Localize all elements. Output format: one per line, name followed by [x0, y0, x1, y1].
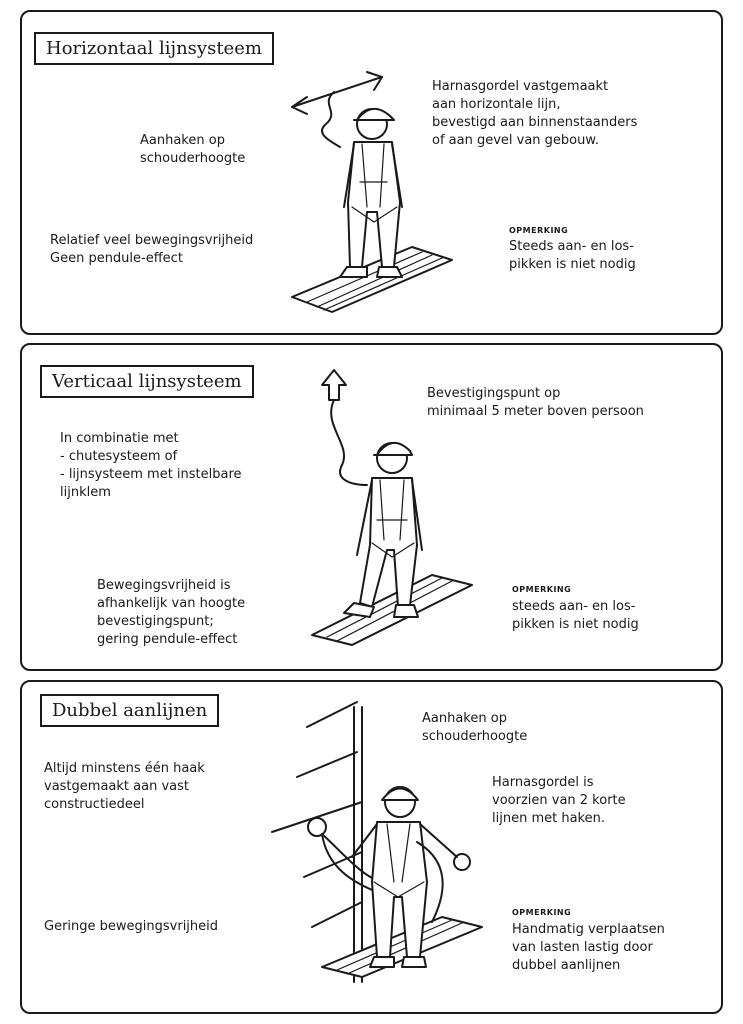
worker-illustration-horizontal [22, 12, 725, 337]
panel-double-lanyard [20, 680, 723, 1014]
remark-label: OPMERKING [509, 226, 569, 235]
remark-label: OPMERKING [512, 585, 572, 594]
remark-text: Steeds aan- en los- pikken is niet nodig [509, 239, 636, 272]
freedom-note: Geringe bewegingsvrijheid [44, 919, 219, 934]
remark-text: Handmatig verplaatsen van lasten lastig door dubbel aanlijnen [512, 922, 665, 973]
combination-note: In combinatie met - chutesysteem of - lijnsysteem met instelbare lijnklem [60, 431, 242, 500]
harness-note: Harnasgordel vastgemaakt aan horizontale lijn, bevestigd aan binnenstaanders of aan gevel van gebouw. [432, 79, 638, 148]
remark-label: OPMERKING [512, 908, 572, 917]
always-hook-note: Altijd minstens één haak vastgemaakt aan vast constructiedeel [44, 761, 205, 812]
hook-note: Aanhaken op schouderhoogte [140, 133, 246, 166]
panel-title: Horizontaal lijnsysteem [34, 32, 274, 65]
anchor-note: Bevestigingspunt op minimaal 5 meter boven persoon [427, 386, 644, 419]
panel-title: Dubbel aanlijnen [40, 694, 219, 727]
remark-text: steeds aan- en los- pikken is niet nodig [512, 599, 639, 632]
panel-vertical-line-system [20, 343, 723, 671]
hook-note: Aanhaken op schouderhoogte [422, 711, 528, 744]
panel-title: Verticaal lijnsysteem [40, 365, 254, 398]
freedom-note: Relatief veel bewegingsvrijheid Geen pendule-effect [50, 233, 254, 266]
harness-note: Harnasgordel is voorzien van 2 korte lijnen met haken. [492, 775, 626, 826]
panel-horizontal-line-system [20, 10, 723, 335]
freedom-note: Bewegingsvrijheid is afhankelijk van hoogte bevestigingspunt; gering pendule-effect [97, 578, 246, 647]
